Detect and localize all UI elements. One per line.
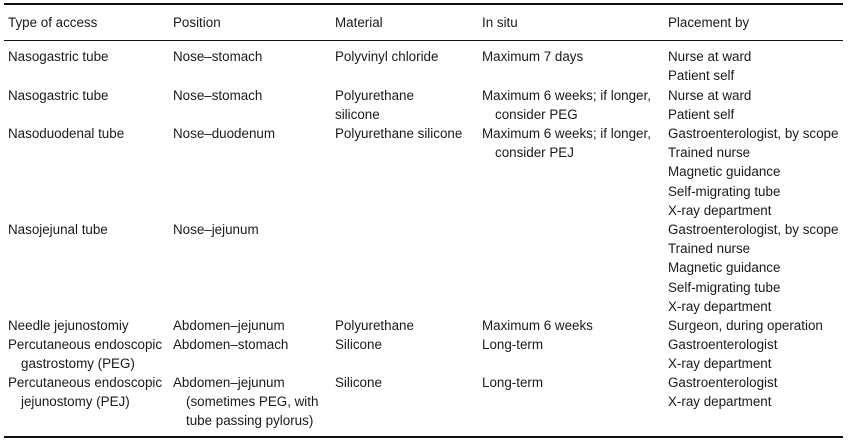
cell-line: Nasogastric tube <box>8 49 109 64</box>
cell-line: tube passing pylorus) <box>186 413 314 429</box>
cell-position <box>173 47 262 66</box>
cell-line: X-ray department <box>668 356 772 372</box>
cell-line: X-ray department <box>668 202 772 218</box>
cell-line: Long-term <box>482 375 544 390</box>
cell-line: Maximum 6 weeks <box>482 318 593 333</box>
header-type-of-access: Type of access <box>8 15 98 30</box>
cell-placement-by <box>668 335 777 373</box>
cell-line: Magnetic guidance <box>668 164 781 180</box>
cell-line: Nasoduodenal tube <box>8 126 125 141</box>
cell-line: Gastroenterologist, by scope <box>668 222 839 237</box>
cell-position <box>173 220 259 239</box>
cell-line: Percutaneous endoscopic <box>8 375 163 390</box>
cell-placement-by <box>668 373 777 411</box>
cell-line: Nurse at ward <box>668 88 752 103</box>
cell-position <box>173 373 318 431</box>
cell-material <box>335 124 462 143</box>
cell-line: Abdomen–jejunum <box>173 318 285 333</box>
cell-material <box>335 316 414 335</box>
cell-line: Silicone <box>335 337 382 352</box>
cell-line: Polyurethane <box>335 318 414 333</box>
cell-placement-by <box>668 124 838 220</box>
cell-in-situ <box>482 86 651 124</box>
cell-material <box>335 86 414 124</box>
cell-line: Surgeon, during operation <box>668 318 823 333</box>
cell-line: Nasogastric tube <box>8 88 109 103</box>
cell-in-situ <box>482 47 583 66</box>
cell-line: Nose–stomach <box>173 88 263 103</box>
cell-line: Nose–duodenum <box>173 126 275 141</box>
cell-line: Abdomen–jejunum <box>173 375 285 390</box>
cell-line: X-ray department <box>668 394 772 410</box>
cell-line: Polyurethane <box>335 88 414 103</box>
cell-line: Gastroenterologist <box>668 375 778 390</box>
table-header-rule <box>4 40 843 41</box>
cell-type-of-access <box>8 124 124 143</box>
cell-line: Maximum 6 weeks; if longer, <box>482 88 651 103</box>
cell-line: Maximum 6 weeks; if longer, <box>482 126 651 141</box>
cell-type-of-access <box>8 335 162 373</box>
cell-material <box>335 47 438 66</box>
header-placement-by: Placement by <box>668 15 750 30</box>
cell-line: Silicone <box>335 375 382 390</box>
cell-line: (sometimes PEG, with <box>186 394 319 410</box>
cell-position <box>173 124 275 143</box>
cell-line: Trained nurse <box>668 241 751 257</box>
cell-line: consider PEJ <box>495 145 574 161</box>
cell-line: jejunostomy (PEJ) <box>21 394 130 410</box>
cell-line: Nasojejunal tube <box>8 222 108 237</box>
cell-line: Gastroenterologist, by scope <box>668 126 839 141</box>
cell-line: Polyvinyl chloride <box>335 49 439 64</box>
cell-placement-by <box>668 47 751 85</box>
cell-line: Self-migrating tube <box>668 279 781 295</box>
cell-in-situ <box>482 316 593 335</box>
cell-line: Nose–jejunum <box>173 222 259 237</box>
cell-placement-by <box>668 316 823 335</box>
cell-line: Patient self <box>668 68 735 84</box>
cell-position <box>173 316 285 335</box>
cell-type-of-access <box>8 47 108 66</box>
cell-material <box>335 335 382 354</box>
cell-type-of-access <box>8 220 108 239</box>
cell-line: Polyurethane silicone <box>335 126 463 141</box>
cell-line: Long-term <box>482 337 544 352</box>
cell-position <box>173 335 288 354</box>
cell-type-of-access <box>8 86 108 105</box>
cell-line: Magnetic guidance <box>668 260 781 276</box>
cell-position <box>173 86 262 105</box>
table-top-rule <box>4 3 843 5</box>
cell-in-situ <box>482 373 543 392</box>
cell-line: Patient self <box>668 107 735 123</box>
cell-line: Abdomen–stomach <box>173 337 289 352</box>
cell-line: Nose–stomach <box>173 49 263 64</box>
cell-line: Trained nurse <box>668 145 751 161</box>
cell-line: gastrostomy (PEG) <box>21 356 135 372</box>
cell-in-situ <box>482 335 543 354</box>
cell-line: X-ray department <box>668 298 772 314</box>
cell-line: Self-migrating tube <box>668 183 781 199</box>
cell-placement-by <box>668 220 838 316</box>
cell-type-of-access <box>8 316 129 335</box>
cell-line: Maximum 7 days <box>482 49 584 64</box>
cell-type-of-access <box>8 373 162 411</box>
cell-material <box>335 373 382 392</box>
cell-line: Percutaneous endoscopic <box>8 337 163 352</box>
cell-in-situ <box>482 124 651 162</box>
cell-line: Needle jejunostomiy <box>8 318 129 333</box>
cell-placement-by <box>668 86 751 124</box>
cell-line: silicone <box>335 107 380 123</box>
cell-line: Gastroenterologist <box>668 337 778 352</box>
cell-line: consider PEG <box>495 107 578 123</box>
table-bottom-rule <box>4 436 843 438</box>
header-in-situ: In situ <box>482 15 518 30</box>
header-material: Material <box>335 15 383 30</box>
cell-line: Nurse at ward <box>668 49 752 64</box>
header-position: Position <box>173 15 221 30</box>
